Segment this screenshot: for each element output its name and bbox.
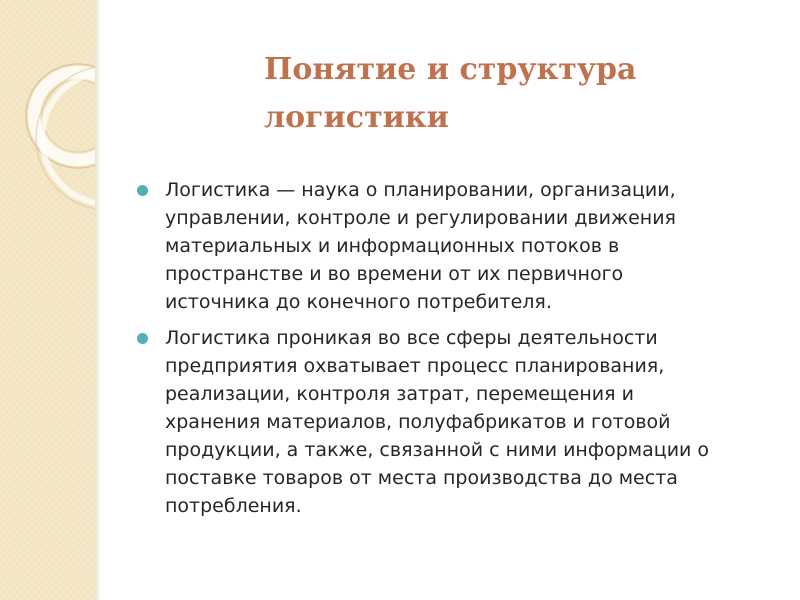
slide-title-line-2: логистики	[264, 100, 449, 135]
bullet-dot-icon	[137, 185, 148, 196]
bullet-line: пространстве и во времени от их первичного	[165, 263, 624, 285]
bullet-line: предприятия охватывает процесс планирования,	[165, 355, 665, 377]
bullet-line: управлении, контроле и регулировании движения	[165, 207, 676, 229]
decorative-side-strip	[0, 0, 95, 600]
bullet-dot-icon	[137, 333, 148, 344]
bullet-line: Логистика проникая во все сферы деятельности	[165, 327, 658, 349]
bullet-line: материальных и информационных потоков в	[165, 235, 620, 257]
side-strip-shadow	[95, 0, 101, 600]
bullet-list	[133, 176, 783, 528]
slide-title	[264, 46, 764, 142]
bullet-line: поставке товаров от места производства до места	[165, 467, 678, 489]
decorative-rings-icon	[0, 0, 95, 600]
bullet-item-logistics-definition	[133, 176, 783, 316]
bullet-line: реализации, контроля затрат, перемещения и	[165, 383, 634, 405]
bullet-line: продукции, а также, связанной с ними информации о	[165, 439, 710, 461]
bullet-line: Логистика — наука о планировании, организации,	[165, 179, 676, 201]
slide-title-line-1: Понятие и структура	[264, 52, 637, 87]
bullet-line: источника до конечного потребителя.	[165, 291, 552, 313]
bullet-line: хранения материалов, полуфабрикатов и готовой	[165, 411, 671, 433]
bullet-line: потребления.	[165, 495, 302, 517]
bullet-item-logistics-scope	[133, 324, 783, 520]
